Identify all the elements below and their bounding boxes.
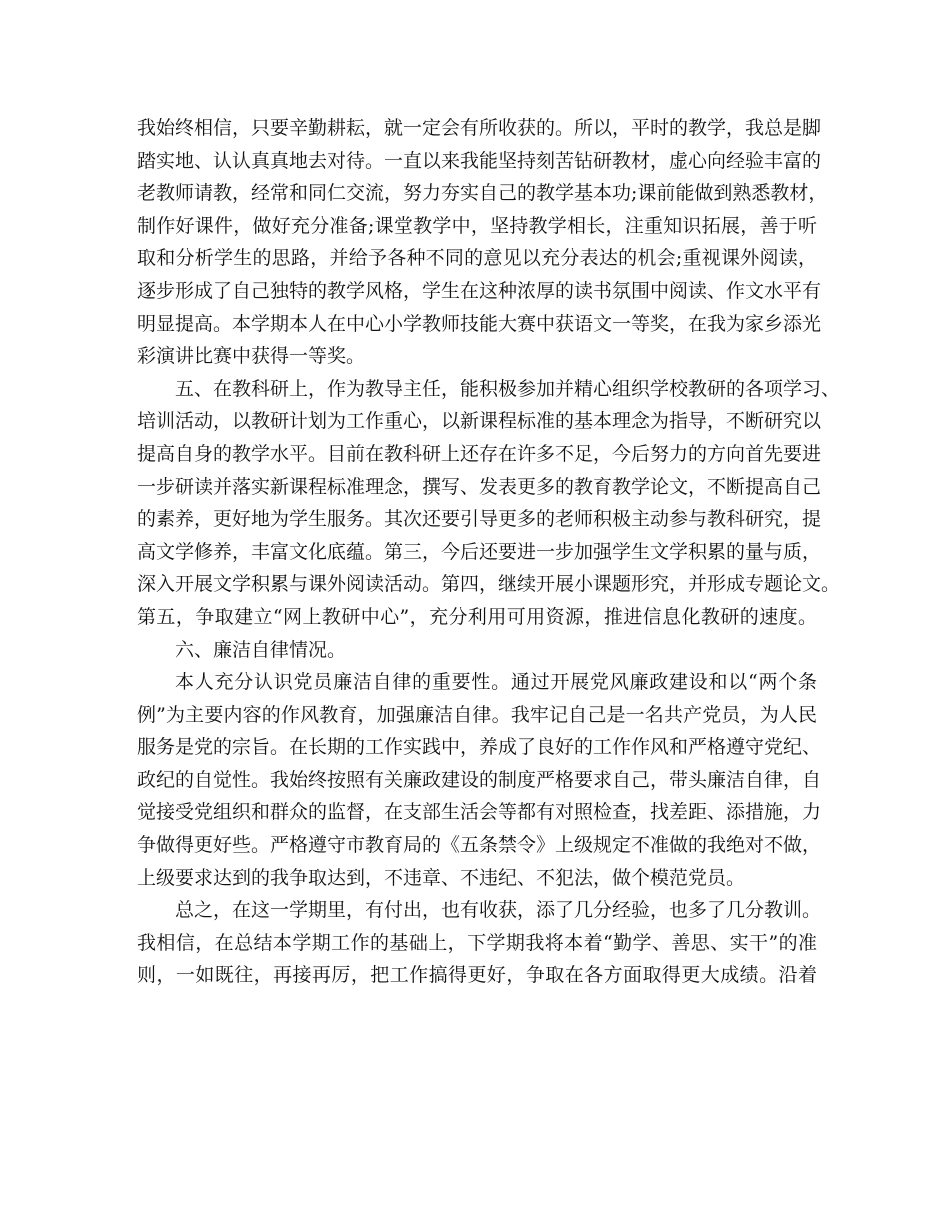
text-line: 取和分析学生的思路，并给予各种不同的意见以充分表达的机会;重视课外阅读， <box>137 247 817 270</box>
text-line: 六、廉洁自律情况。 <box>175 638 347 661</box>
text-line: 一步研读并落实新课程标准理念，撰写、发表更多的教育教学论文，不断提高自己 <box>137 475 822 498</box>
text-line: 的素养，更好地为学生服务。其次还要引导更多的老师积极主动参与教科研究，提 <box>137 508 822 531</box>
text-line: 深入开展文学积累与课外阅读活动。第四，继续开展小课题形究，并形成专题论文。 <box>137 573 841 596</box>
text-line: 五、在教科研上，作为教导主任，能积极参加并精心组织学校教研的各项学习、 <box>175 377 841 400</box>
text-line: 高文学修养，丰富文化底蕴。第三，今后还要进一步加强学生文学积累的量与质， <box>137 540 822 563</box>
text-line: 我相信，在总结本学期工作的基础上，下学期我将本着“勤学、善思、实干”的准 <box>137 931 817 954</box>
text-line: 本人充分认识党员廉洁自律的重要性。通过开展党风廉政建设和以“两个条 <box>175 671 817 694</box>
text-line: 服务是党的宗旨。在长期的工作实践中，养成了良好的工作作风和严格遵守党纪、 <box>137 736 822 759</box>
text-line: 培训活动，以教研计划为工作重心，以新课程标准的基本理念为指导，不断研究以 <box>137 410 822 433</box>
text-line: 上级要求达到的我争取达到，不违章、不违纪、不犯法，做个模范党员。 <box>137 866 746 889</box>
text-line: 例”为主要内容的作风教育，加强廉洁自律。我牢记自己是一名共产党员，为人民 <box>137 703 817 726</box>
text-line: 总之，在这一学期里，有付出，也有收获，添了几分经验，也多了几分教训。 <box>175 899 822 922</box>
text-line: 我始终相信，只要辛勤耕耘，就一定会有所收获的。所以，平时的教学，我总是脚 <box>137 117 822 139</box>
text-line: 逐步形成了自己独特的教学风格，学生在这种浓厚的读书氛围中阅读、作文水平有 <box>137 279 822 302</box>
text-line: 政纪的自觉性。我始终按照有关廉政建设的制度严格要求自己，带头廉洁自律，自 <box>137 768 822 791</box>
text-line: 则，一如既往，再接再厉，把工作搞得更好，争取在各方面取得更大成绩。沿着 <box>137 964 817 987</box>
text-line: 明显提高。本学期本人在中心小学教师技能大赛中获语文一等奖，在我为家乡添光 <box>137 312 822 335</box>
text-line: 踏实地、认认真真地去对待。一直以来我能坚持刻苦钻研教材，虚心向经验丰富的 <box>137 149 822 172</box>
text-line: 争做得更好些。严格遵守市教育局的《五条禁令》上级规定不准做的我绝对不做， <box>137 834 822 857</box>
text-line: 觉接受党组织和群众的监督，在支部生活会等都有对照检查，找差距、添措施，力 <box>137 801 822 824</box>
text-line: 制作好课件，做好充分准备;课堂教学中，坚持教学相长，注重知识拓展，善于听 <box>137 214 817 237</box>
text-line: 第五，争取建立“网上教研中心”，充分利用可用资源，推进信息化教研的速度。 <box>137 605 817 628</box>
document-body <box>137 112 841 992</box>
text-line: 提高自身的教学水平。目前在教科研上还存在许多不足，今后努力的方向首先要进 <box>137 442 822 465</box>
text-line: 老教师请教，经常和同仁交流，努力夯实自己的教学基本功;课前能做到熟悉教材， <box>137 182 828 205</box>
text-line: 彩演讲比赛中获得一等奖。 <box>137 345 366 368</box>
